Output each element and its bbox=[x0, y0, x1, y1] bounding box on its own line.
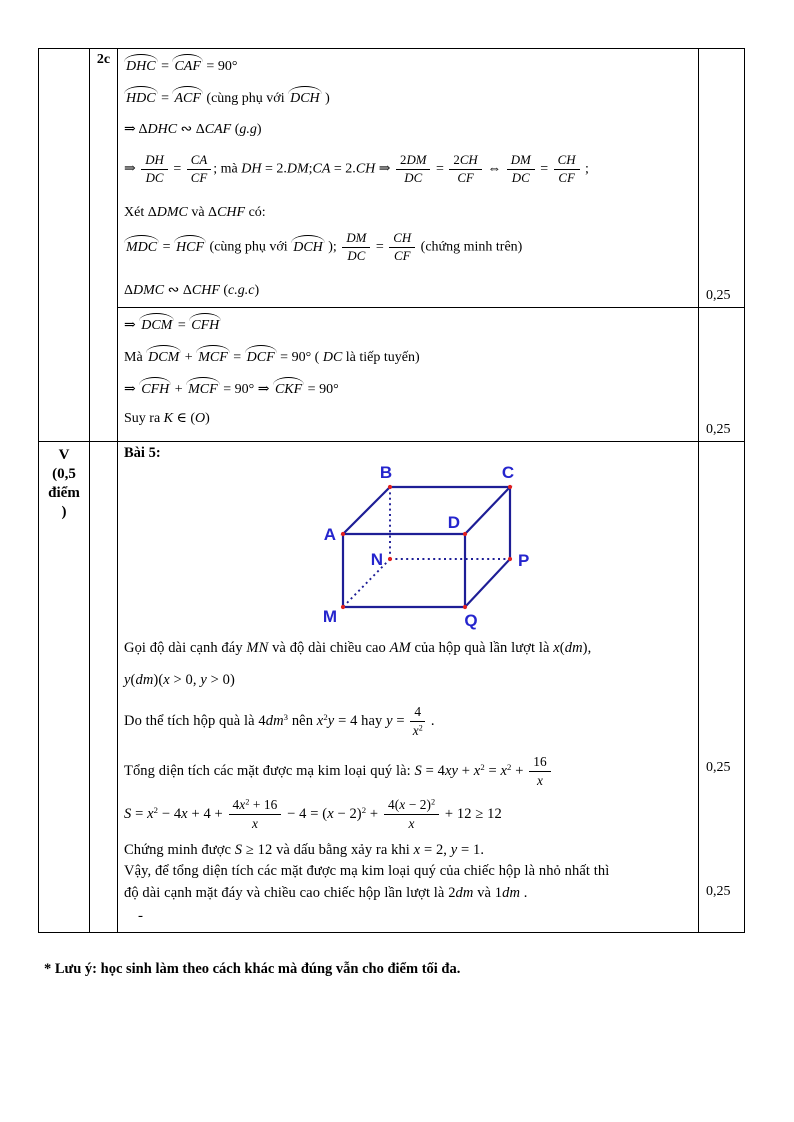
vertex-label-c: C bbox=[501, 463, 515, 482]
row-v-main bbox=[118, 442, 744, 932]
math-line: Tổng diện tích các mặt được mạ kim loại quý là: $S = 4xy + x^2 = x^2$ + $\frac{16}{x}$ bbox=[124, 754, 553, 789]
vertex-label-n: N bbox=[370, 550, 383, 569]
question-part-cell-empty bbox=[90, 442, 118, 932]
question-part-cell bbox=[90, 49, 118, 441]
math-line: DHC = CAF = 90° bbox=[126, 59, 238, 74]
score-value: 0,25 bbox=[706, 884, 731, 899]
question-group-line: điểm bbox=[48, 485, 80, 501]
row-2c-part2 bbox=[118, 307, 744, 441]
math-line: Chứng minh được S ≥ 12 và dấu bằng xảy ra khi x = 2, y = 1. bbox=[124, 842, 485, 858]
solution-content bbox=[118, 49, 698, 307]
vertex-label-q: Q bbox=[464, 611, 478, 630]
math-line: ⇒ CFH + MCF = 90° ⇒ CKF = 90° bbox=[124, 382, 339, 397]
vertex-label-m: M bbox=[322, 607, 337, 626]
solution-content bbox=[118, 308, 698, 441]
question-group-cell-empty bbox=[39, 49, 90, 441]
row-v-body bbox=[118, 442, 744, 932]
math-line: HDC = ACF (cùng phụ với DCH ) bbox=[126, 91, 330, 106]
math-line: ⇒ ΔDHC ∾ ΔCAF (g.g) bbox=[124, 122, 262, 137]
vertex-label-b: B bbox=[379, 463, 393, 482]
row-2c-main bbox=[118, 49, 744, 441]
box-hidden-edges bbox=[343, 487, 510, 607]
math-line: Gọi độ dài cạnh đáy MN và độ dài chiều cao AM của hộp quà lần lượt là x(dm), bbox=[124, 640, 592, 656]
question-group-cell bbox=[39, 442, 90, 932]
table-row-2c bbox=[39, 49, 744, 441]
vertex-label-d: D bbox=[447, 513, 460, 532]
math-line: MDC = HCF (cùng phụ với DCH ); $\frac{DM}{DC}$ = $\frac{CH}{CF}$ (chứng minh trên) bbox=[126, 231, 523, 263]
math-line: ⇒ $\frac{DH}{DC}$ = $\frac{CA}{CF}$ ; mà DH = 2.DM;CA = 2.CH ⇒ $\frac{2DM}{DC}$ = $\frac{2CH}{CF}$ ⇔ $\frac{DM}{DC}$ = $\frac{CH}{CF}$ ; bbox=[124, 153, 589, 185]
problem-title: Bài 5: bbox=[124, 445, 161, 461]
table-row-v bbox=[39, 441, 744, 932]
answer-table bbox=[38, 48, 745, 933]
footer-note: * Lưu ý: học sinh làm theo cách khác mà đúng vẫn cho điểm tối đa. bbox=[44, 961, 461, 977]
score-value: 0,25 bbox=[706, 422, 731, 437]
math-line: ⇒ DCM = CFH bbox=[124, 318, 220, 333]
score-value: 0,25 bbox=[706, 288, 731, 303]
vertex-label-a: A bbox=[323, 525, 336, 544]
math-line: y(dm)(x > 0, y > 0) bbox=[124, 672, 235, 688]
question-group-line: (0,5 bbox=[52, 466, 76, 482]
math-line: Xét ΔDMC và ΔCHF có: bbox=[124, 205, 266, 220]
vertex-dots bbox=[341, 485, 512, 609]
math-line: $S = x^2 - 4x + 4$ + $\frac{4x^2 + 16}{x}$ − $4 = (x - 2)^2$ + $\frac{4(x - 2)^2}{x}$ + 12 ≥ 12 bbox=[124, 797, 502, 831]
score-cell bbox=[698, 49, 744, 307]
math-line: độ dài cạnh mặt đáy và chiều cao chiếc hộp lần lượt là 2dm và 1dm . bbox=[124, 885, 528, 901]
math-line: Do thể tích hộp quà là $4dm^3$ nên $x^2y = 4$ hay y = $\frac{4}{x^2}$ . bbox=[124, 704, 435, 738]
row-2c-part1 bbox=[118, 49, 744, 307]
question-group-line: ) bbox=[61, 504, 67, 520]
solution-content bbox=[118, 442, 698, 932]
math-line: Mà DCM + MCF = DCF = 90° ( DC là tiếp tuyến) bbox=[124, 350, 420, 365]
math-line: ΔDMC ∾ ΔCHF (c.g.c) bbox=[124, 283, 260, 298]
score-cell bbox=[698, 308, 744, 441]
box-diagram bbox=[322, 458, 554, 640]
question-group-line: V bbox=[58, 447, 70, 463]
box-solid-edges bbox=[343, 487, 510, 607]
math-line: Vậy, để tổng diện tích các mặt được mạ kim loại quý của chiếc hộp là nhỏ nhất thì bbox=[124, 863, 610, 879]
score-cell bbox=[698, 442, 744, 932]
score-value: 0,25 bbox=[706, 760, 731, 775]
math-line: Suy ra K ∈ (O) bbox=[124, 411, 210, 426]
dash-mark: - bbox=[138, 908, 143, 924]
question-part-label: 2c bbox=[96, 52, 111, 67]
vertex-label-p: P bbox=[518, 551, 530, 570]
